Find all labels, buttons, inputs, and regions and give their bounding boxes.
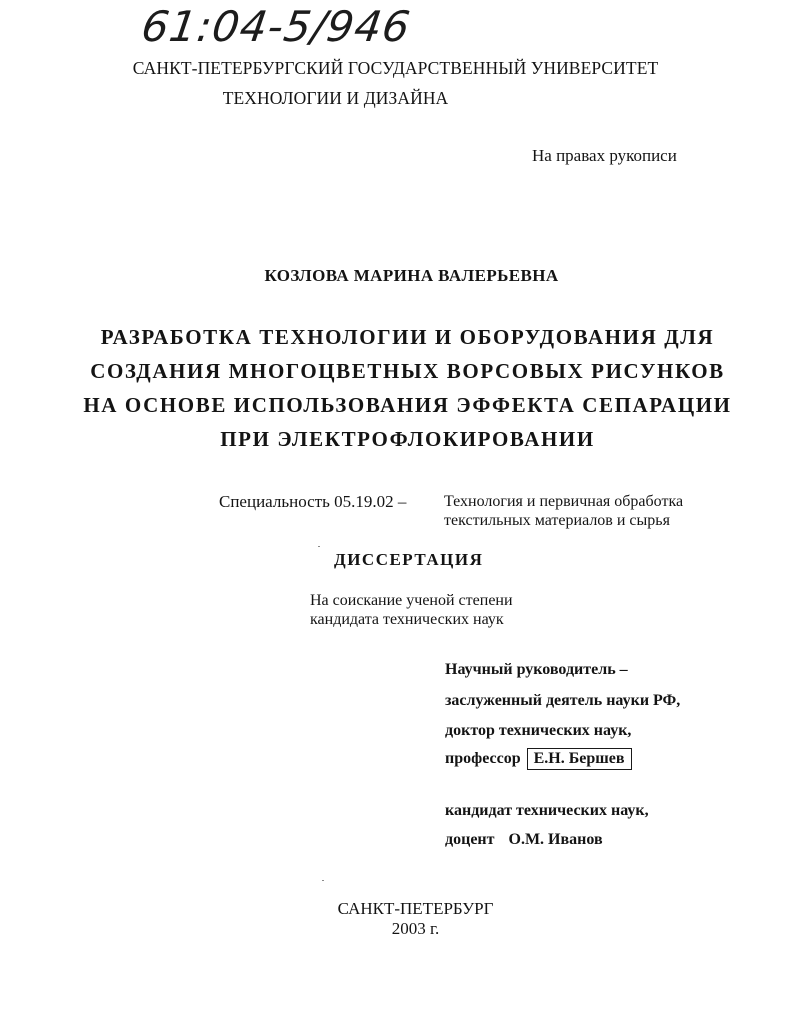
specialty-label: Специальность 05.19.02 – <box>219 492 407 511</box>
supervisor-name-box: Е.Н. Бершев <box>527 748 632 770</box>
document-type: ДИССЕРТАЦИЯ <box>334 550 484 569</box>
university-name-line2: ТЕХНОЛОГИИ И ДИЗАЙНА <box>222 88 449 108</box>
manuscript-rights-note: На правах рукописи <box>532 146 677 165</box>
supervisor-title-line: заслуженный деятель науки РФ, <box>445 692 681 709</box>
title-line-3: НА ОСНОВЕ ИСПОЛЬЗОВАНИЯ ЭФФЕКТА СЕПАРАЦИИ <box>83 393 732 417</box>
title-line-2: СОЗДАНИЯ МНОГОЦВЕТНЫХ ВОРСОВЫХ РИСУНКОВ <box>90 359 725 383</box>
co-supervisor-name-line <box>445 831 603 849</box>
supervisor-degree-line: доктор технических наук, <box>445 722 632 739</box>
footer-year: 2003 г. <box>391 919 440 938</box>
scan-speck <box>318 546 320 547</box>
footer-city: САНКТ-ПЕТЕРБУРГ <box>337 899 494 918</box>
degree-line2: кандидата технических наук <box>310 611 504 628</box>
title-line-4: ПРИ ЭЛЕКТРОФЛОКИРОВАНИИ <box>220 427 595 451</box>
specialty-text-line2: текстильных материалов и сырья <box>444 512 670 529</box>
supervisor-name-line <box>445 750 632 768</box>
title-line-1: РАЗРАБОТКА ТЕХНОЛОГИИ И ОБОРУДОВАНИЯ ДЛЯ <box>100 325 715 349</box>
supervisor-rank: профессор <box>445 750 521 767</box>
co-supervisor-degree-line: кандидат технических наук, <box>445 802 649 819</box>
supervisor-heading: Научный руководитель – <box>445 661 628 678</box>
archive-stamp-code: 61:04-5/946 <box>138 2 414 51</box>
specialty-text-line1: Технология и первичная обработка <box>444 493 684 510</box>
scan-speck <box>322 880 324 881</box>
co-supervisor-rank: доцент <box>445 831 495 848</box>
university-name-line1: САНКТ-ПЕТЕРБУРГСКИЙ ГОСУДАРСТВЕННЫЙ УНИВЕРСИТЕТ <box>132 58 659 78</box>
co-supervisor-name: О.М. Иванов <box>508 831 603 848</box>
author-name: КОЗЛОВА МАРИНА ВАЛЕРЬЕВНА <box>264 266 559 285</box>
degree-line1: На соискание ученой степени <box>310 592 513 609</box>
